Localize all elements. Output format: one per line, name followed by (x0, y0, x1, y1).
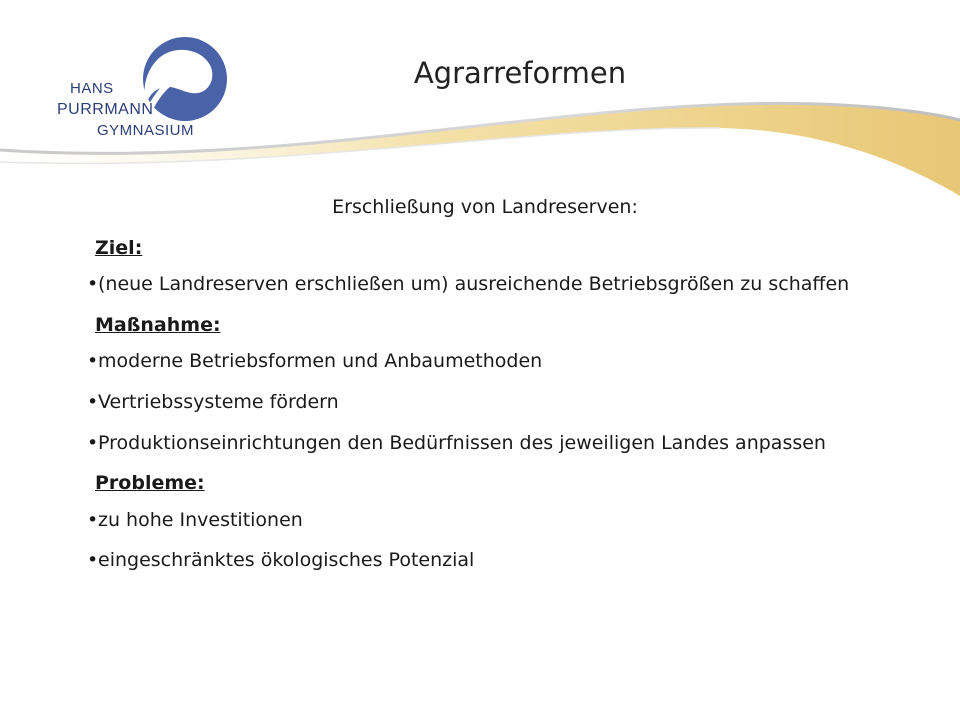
list-item (87, 430, 875, 457)
logo-text-line3: GYMNASIUM (97, 122, 195, 139)
list-item-text: zu hohe Investitionen (98, 508, 303, 531)
list-item-text: moderne Betriebsformen und Anbaumethoden (98, 350, 543, 373)
list-item-text: Vertriebssysteme fördern (98, 390, 339, 413)
section-heading: Probleme: (95, 472, 205, 495)
section-massnahme (87, 312, 875, 456)
list-item (87, 389, 875, 416)
list-item-text: (neue Landreserven erschließen um) ausreichende Betriebsgrößen zu schaffen (98, 273, 850, 296)
slide-title: Agrarreformen (413, 56, 627, 90)
slide-content (87, 194, 875, 588)
bullet-icon: • (87, 390, 99, 413)
section-probleme (87, 470, 875, 574)
section-ziel (87, 235, 875, 298)
bullet-icon: • (87, 431, 99, 454)
list-item (87, 507, 875, 534)
bullet-icon: • (87, 549, 99, 572)
slide-subtitle: Erschließung von Landreserven: (332, 196, 638, 218)
list-item (87, 271, 875, 298)
bullet-icon: • (87, 508, 99, 531)
section-heading: Maßnahme: (95, 313, 221, 336)
list-item (87, 547, 875, 574)
logo-text-line2: PURRMANN (57, 101, 154, 118)
list-item-text: Produktionseinrichtungen den Bedürfnissen des jeweiligen Landes anpassen (98, 431, 826, 454)
list-item-text: eingeschränktes ökologisches Potenzial (98, 549, 475, 572)
logo-text-line1: HANS (70, 80, 114, 97)
bullet-icon: • (87, 350, 99, 373)
bullet-icon: • (87, 273, 99, 296)
list-item (87, 348, 875, 375)
section-heading: Ziel: (95, 236, 143, 259)
